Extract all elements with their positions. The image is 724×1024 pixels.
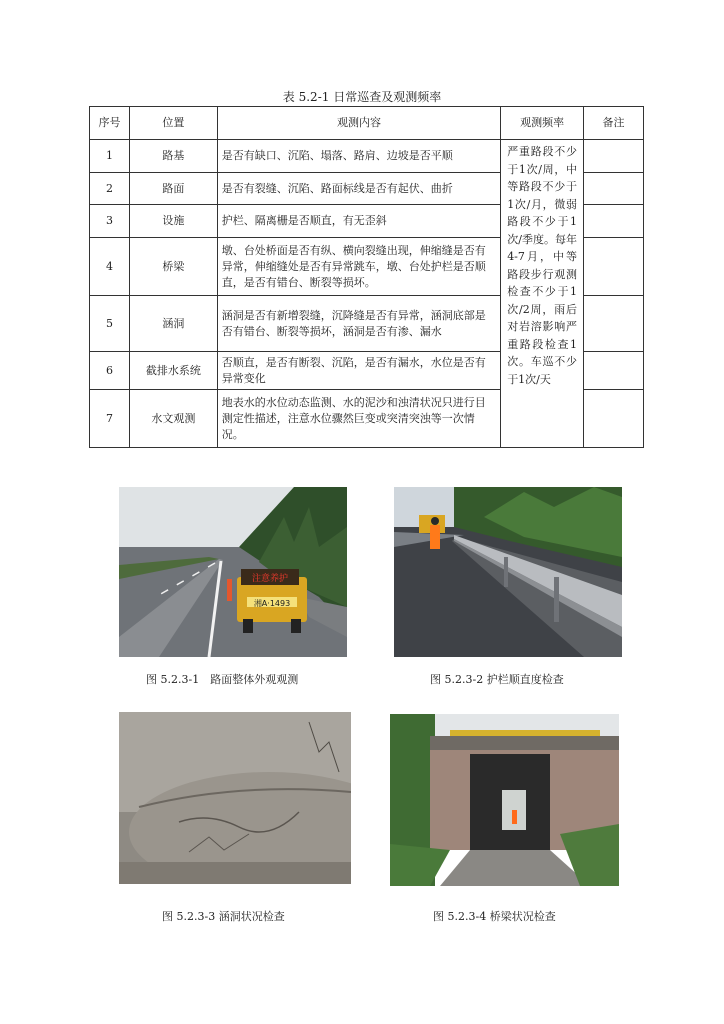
row-location: 涵洞 <box>129 296 217 352</box>
row-content: 涵洞是否有新增裂缝，沉降缝是否有异常，涵洞底部是否有错台、断裂等损坏，涵洞是否有渗、漏水 <box>217 296 500 352</box>
header-location: 位置 <box>129 107 217 140</box>
header-remarks: 备注 <box>584 107 644 140</box>
row-content: 是否有裂缝、沉陷、路面标线是否有起伏、曲折 <box>217 173 500 205</box>
row-remarks <box>584 296 644 352</box>
row-content: 是否有缺口、沉陷、塌落、路肩、边坡是否平顺 <box>217 140 500 173</box>
figure-1-caption: 图 5.2.3-1 路面整体外观观测 <box>146 673 299 686</box>
header-no: 序号 <box>90 107 130 140</box>
row-no: 1 <box>90 140 130 173</box>
row-location: 设施 <box>129 205 217 238</box>
observation-frequency-table <box>89 106 644 448</box>
road-overview-photo <box>119 487 347 657</box>
row-remarks <box>584 238 644 296</box>
row-no: 7 <box>90 390 130 448</box>
row-content: 墩、台处桥面是否有纵、横向裂缝出现，伸缩缝是否有异常，伸缩缝处是否有异常跳车，墩、台处护栏是否顺直，是否有错台、断裂等损坏。 <box>217 238 500 296</box>
guardrail-inspection-photo <box>394 487 622 657</box>
row-no: 5 <box>90 296 130 352</box>
table-header-row <box>90 107 644 140</box>
table-title: 表 5.2-1 日常巡查及观测频率 <box>282 90 442 104</box>
row-content: 否顺直，是否有断裂、沉陷，是否有漏水，水位是否有异常变化 <box>217 352 500 390</box>
row-remarks <box>584 173 644 205</box>
row-location: 桥梁 <box>129 238 217 296</box>
row-location: 截排水系统 <box>129 352 217 390</box>
table-row <box>90 140 644 173</box>
figure-4-caption: 图 5.2.3-4 桥梁状况检查 <box>433 910 556 923</box>
row-no: 2 <box>90 173 130 205</box>
row-remarks <box>584 390 644 448</box>
truck-sign-text: 注意养护 <box>251 574 289 584</box>
row-remarks <box>584 205 644 238</box>
row-location: 水文观测 <box>129 390 217 448</box>
row-remarks <box>584 140 644 173</box>
frequency-cell: 严重路段不少于1次/周，中等路段不少于1次/月，微弱路段不少于1次/季度。每年4-7月，中等路段步行观测检查不少于1次/2周，雨后对岩溶影响严重路段检查1次。车巡不少于1次/天 <box>501 140 584 448</box>
row-location: 路基 <box>129 140 217 173</box>
row-no: 6 <box>90 352 130 390</box>
row-content: 护栏、隔离栅是否顺直，有无歪斜 <box>217 205 500 238</box>
culvert-interior-photo <box>119 712 351 884</box>
figure-3-caption: 图 5.2.3-3 涵洞状况检查 <box>162 910 285 923</box>
row-location: 路面 <box>129 173 217 205</box>
row-no: 4 <box>90 238 130 296</box>
row-no: 3 <box>90 205 130 238</box>
header-content: 观测内容 <box>217 107 500 140</box>
bridge-inspection-photo <box>390 714 619 886</box>
figure-2-caption: 图 5.2.3-2 护栏顺直度检查 <box>430 673 564 686</box>
truck-plate-text: 湘A·1493 <box>253 599 291 608</box>
row-content: 地表水的水位动态监测、水的泥沙和浊清状况只进行目测定性描述，注意水位骤然巨变或突清突浊等一次情况。 <box>217 390 500 448</box>
row-remarks <box>584 352 644 390</box>
header-frequency: 观测频率 <box>501 107 584 140</box>
